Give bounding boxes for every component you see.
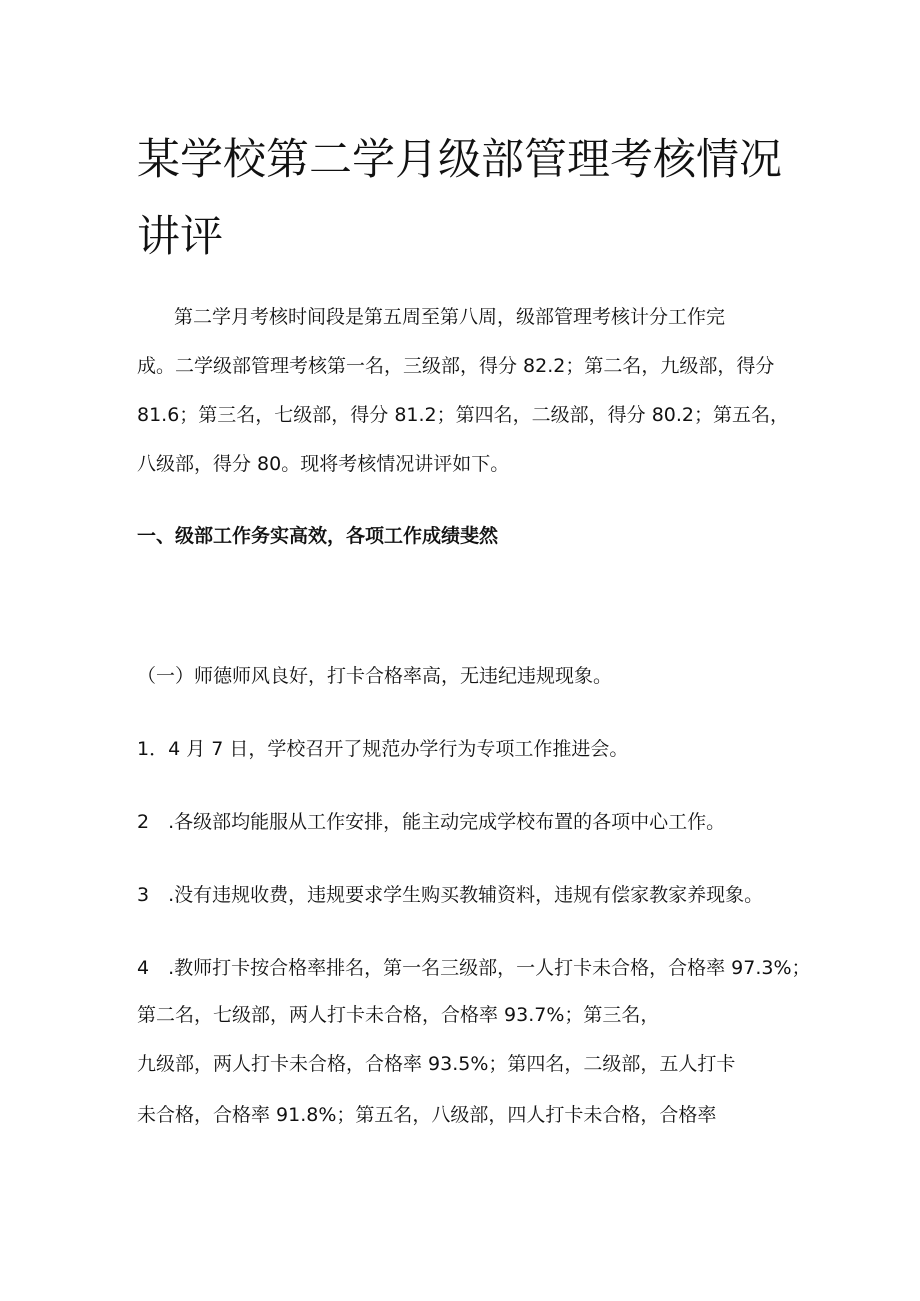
intro-line-2: 成。二学级部管理考核第一名，三级部，得分 82.2；第二名，九级部，得分 [137,355,775,377]
list-item-4-line-3: 九级部，两人打卡未合格，合格率 93.5%；第四名，二级部，五人打卡 [137,1053,736,1075]
list-item-4-line-2: 第二名，七级部，两人打卡未合格，合格率 93.7%；第三名， [137,1004,660,1026]
document-title-line-2: 讲评 [137,212,223,262]
document-title-line-1: 某学校第二学月级部管理考核情况 [137,135,782,185]
intro-line-3: 81.6；第三名，七级部，得分 81.2；第四名，二级部，得分 80.2；第五名， [137,404,789,426]
list-item-4-line-1: 4 .教师打卡按合格率排名，第一名三级部，一人打卡未合格，合格率 97.3%； [137,957,811,979]
list-item-1: 1．4 月 7 日，学校召开了规范办学行为专项工作推进会。 [137,738,629,760]
intro-line-1: 第二学月考核时间段是第五周至第八周，级部管理考核计分工作完 [174,306,726,328]
list-item-2: 2 .各级部均能服从工作安排，能主动完成学校布置的各项中心工作。 [137,811,726,833]
list-item-4-line-4: 未合格，合格率 91.8%；第五名，八级部，四人打卡未合格，合格率 [137,1104,717,1126]
section-heading: 一、级部工作务实高效，各项工作成绩斐然 [137,525,499,547]
list-item-3: 3 .没有违规收费，违规要求学生购买教辅资料，违规有偿家教家养现象。 [137,884,764,906]
subsection-heading: （一）师德师风良好，打卡合格率高，无违纪违规现象。 [137,665,613,687]
intro-line-4: 八级部，得分 80。现将考核情况讲评如下。 [137,453,510,475]
